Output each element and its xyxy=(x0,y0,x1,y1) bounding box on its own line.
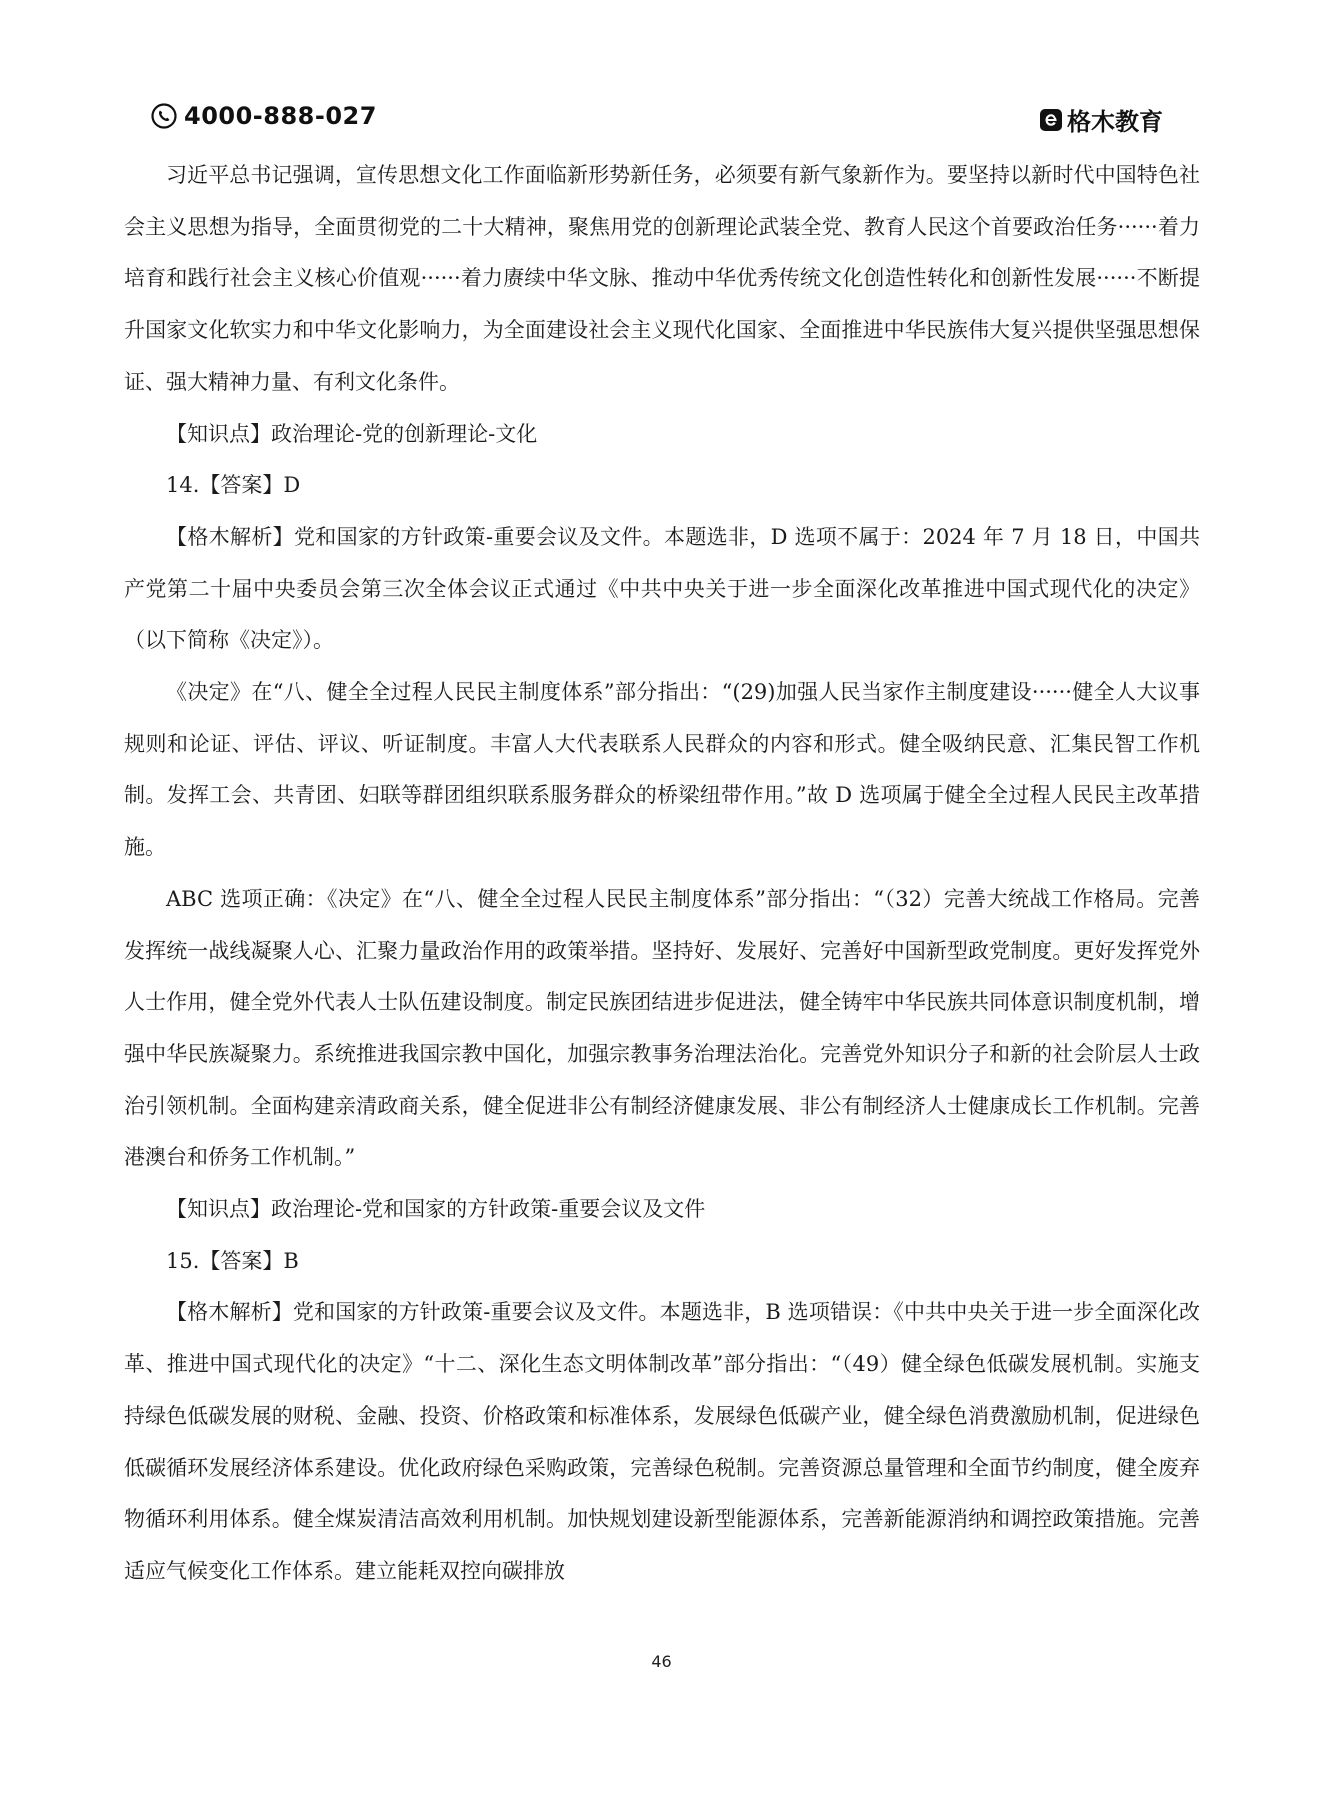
knowledge-point-14: 【知识点】政治理论-党和国家的方针政策-重要会议及文件 xyxy=(166,1197,706,1222)
analysis-14: 【格木解析】党和国家的方针政策-重要会议及文件。本题选非，D 选项不属于：2024 年 7 月 18 日，中国共产党第二十届中央委员会第三次全体会议正式通过《中共中央关于进一步全面深化改革推进中国式现代化的决定》（以下简称《决定》）。 xyxy=(124,524,1200,653)
phone-icon xyxy=(150,102,178,130)
answer-14: 14.【答案】D xyxy=(166,473,301,498)
brand-logo xyxy=(1039,102,1163,137)
page-number: 46 xyxy=(651,1652,672,1671)
analysis-14-abc-correct: ABC 选项正确：《决定》在“八、健全全过程人民民主制度体系”部分指出：“（32）完善大统战工作格局。完善发挥统一战线凝聚人心、汇聚力量政治作用的政策举措。坚持好、发展好、完善好中国新型政党制度。更好发挥党外人士作用，健全党外代表人士队伍建设制度。制定民族团结进步促进法，健全铸牢中华民族共同体意识制度机制，增强中华民族凝聚力。系统推进我国宗教中国化，加强宗教事务治理法治化。完善党外知识分子和新的社会阶层人士政治引领机制。全面构建亲清政商关系，健全促进非公有制经济健康发展、非公有制经济人士健康成长工作机制。完善港澳台和侨务工作机制。” xyxy=(124,886,1200,1170)
brand-name: 格木教育 xyxy=(1067,108,1163,136)
page-header xyxy=(150,102,1173,142)
answer-15: 15.【答案】B xyxy=(166,1248,299,1273)
paragraph-culture-intro: 习近平总书记强调，宣传思想文化工作面临新形势新任务，必须要有新气象新作为。要坚持以新时代中国特色社会主义思想为指导，全面贯彻党的二十大精神，聚焦用党的创新理论武装全党、教育人民这个首要政治任务······着力培育和践行社会主义核心价值观······着力赓续中华文脉、推动中华优秀传统文化创造性转化和创新性发展······不断提升国家文化软实力和中华文化影响力，为全面建设社会主义现代化国家、全面推进中华民族伟大复兴提供坚强思想保证、强大精神力量、有利文化条件。 xyxy=(124,163,1200,394)
knowledge-point-13: 【知识点】政治理论-党的创新理论-文化 xyxy=(166,421,538,446)
phone-number: 4000-888-027 xyxy=(184,102,377,130)
analysis-14-decision-quote: 《决定》在“八、健全全过程人民民主制度体系”部分指出：“(29)加强人民当家作主制度建设······健全人大议事规则和论证、评估、评议、听证制度。丰富人大代表联系人民群众的内容和形式。健全吸纳民意、汇集民智工作机制。发挥工会、共青团、妇联等群团组织联系服务群众的桥梁纽带作用。”故 D 选项属于健全全过程人民民主改革措施。 xyxy=(124,680,1200,860)
phone-contact xyxy=(150,102,377,130)
analysis-15: 【格木解析】党和国家的方针政策-重要会议及文件。本题选非，B 选项错误：《中共中央关于进一步全面深化改革、推进中国式现代化的决定》“十二、深化生态文明体制改革”部分指出：“（49）健全绿色低碳发展机制。实施支持绿色低碳发展的财税、金融、投资、价格政策和标准体系，发展绿色低碳产业，健全绿色消费激励机制，促进绿色低碳循环发展经济体系建设。优化政府绿色采购政策，完善绿色税制。完善资源总量管理和全面节约制度，健全废弃物循环利用体系。健全煤炭清洁高效利用机制。加快规划建设新型能源体系，完善新能源消纳和调控政策措施。完善适应气候变化工作体系。建立能耗双控向碳排放 xyxy=(124,1300,1200,1583)
brand-logo-icon xyxy=(1039,108,1063,132)
main-content xyxy=(124,150,1200,1598)
